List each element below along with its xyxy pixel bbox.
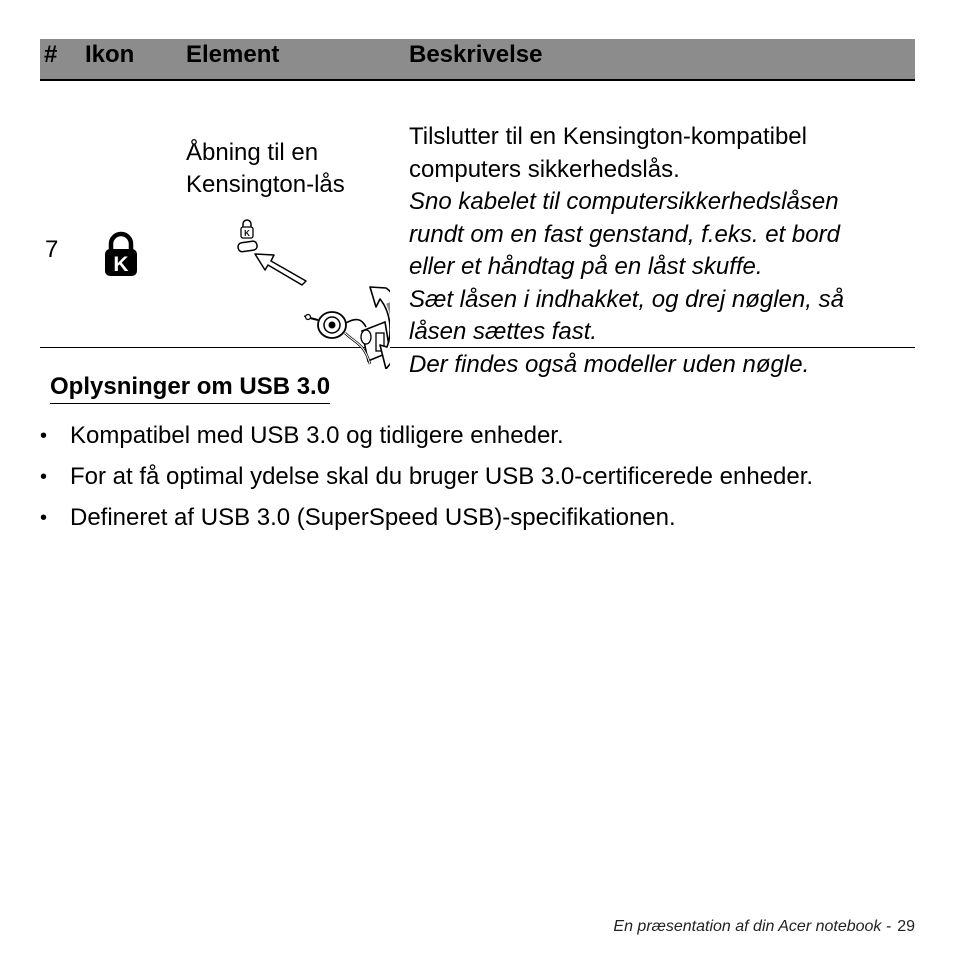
bullet-list <box>40 420 813 543</box>
description-italic-line: eller et håndtag på en låst skuffe. <box>409 253 763 280</box>
description-line: computers sikkerhedslås. <box>409 155 680 183</box>
list-item-text: For at få optimal ydelse skal du bruger USB 3.0-certificerede enheder. <box>70 463 814 490</box>
kensington-lock-insertion-illustration <box>190 219 390 369</box>
list-item-text: Kompatibel med USB 3.0 og tidligere enheder. <box>70 422 564 449</box>
bullet-glyph: • <box>40 507 48 529</box>
header-icon: Ikon <box>85 41 135 68</box>
element-line: Åbning til en <box>186 139 319 166</box>
feature-table <box>40 39 915 378</box>
page-number: 29 <box>897 918 915 935</box>
kensington-lock-icon <box>104 231 138 277</box>
footer-text: En præsentation af din Acer notebook - <box>613 918 892 935</box>
row-number: 7 <box>45 236 59 263</box>
small-lock-icon <box>241 220 253 238</box>
page-footer <box>613 916 915 938</box>
svg-text:K: K <box>244 229 250 238</box>
table-row <box>40 81 915 378</box>
list-item <box>40 420 813 452</box>
header-description: Beskrivelse <box>409 41 543 68</box>
description-italic-line: låsen sættes fast. <box>409 318 598 345</box>
svg-text:K: K <box>113 253 129 276</box>
list-item-text: Defineret af USB 3.0 (SuperSpeed USB)-specifikationen. <box>70 504 676 531</box>
description <box>409 121 909 381</box>
description-italic-line: Der findes også modeller uden nøgle. <box>409 350 810 378</box>
kensington-lock-icon-graphic <box>104 231 138 277</box>
description-italic-line: rundt om en fast genstand, f.eks. et bord <box>409 220 840 248</box>
description-italic-line: Sno kabelet til computersikkerhedslåsen <box>409 188 839 215</box>
description-italic-line: Sæt låsen i indhakket, og drej nøglen, så <box>409 285 844 313</box>
list-item <box>40 461 813 493</box>
description-line: Tilslutter til en Kensington-kompatibel <box>409 123 807 150</box>
lock-illustration-graphic <box>190 219 390 369</box>
list-item <box>40 502 813 534</box>
header-number: # <box>44 41 58 68</box>
element-name <box>186 137 345 201</box>
element-line: Kensington-lås <box>186 171 345 198</box>
header-element: Element <box>186 41 280 68</box>
bullet-glyph: • <box>40 466 48 488</box>
section-heading: Oplysninger om USB 3.0 <box>50 371 330 404</box>
bullet-glyph: • <box>40 425 48 447</box>
table-header <box>40 39 915 81</box>
